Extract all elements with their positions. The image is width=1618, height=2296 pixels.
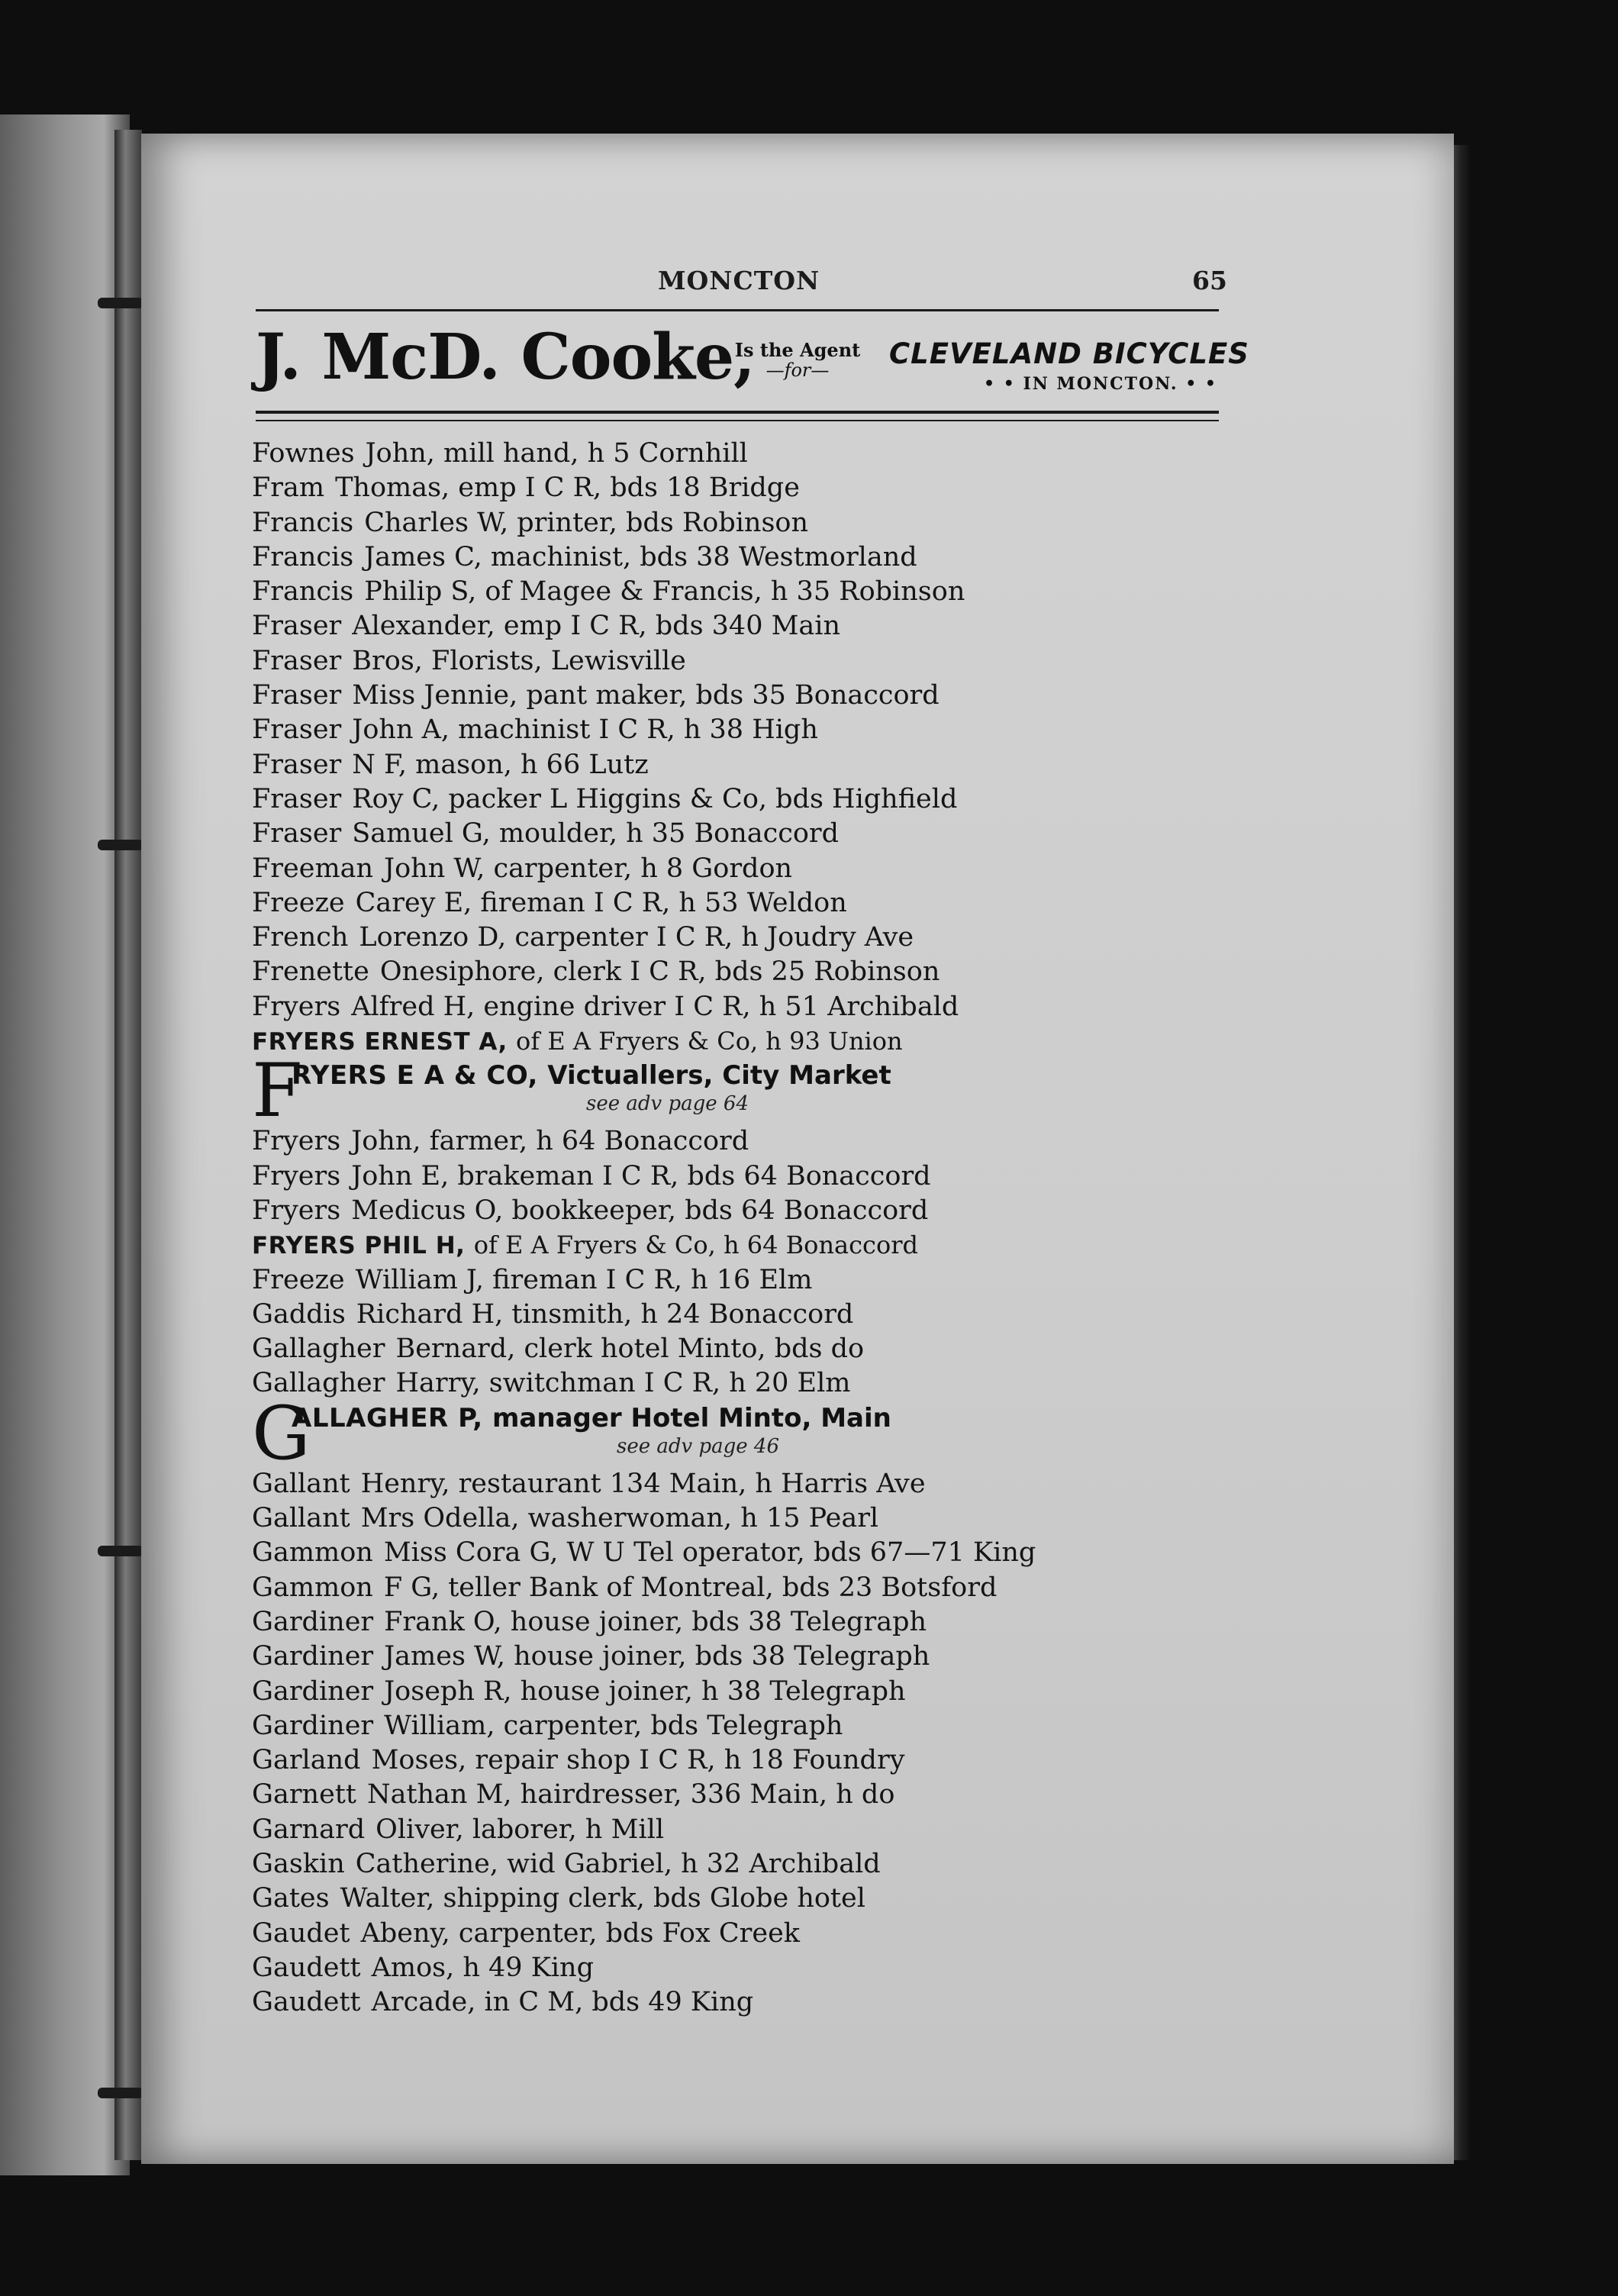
entry-surname: Gaudet (252, 1917, 350, 1949)
entry-group (252, 1263, 1244, 1401)
entry-surname: Gallagher (252, 1368, 385, 1399)
entry-details: William, carpenter, bds Telegraph (384, 1710, 843, 1741)
entry-details: John, mill hand, h 5 Cornhill (365, 438, 748, 469)
entry-details: Alfred H, engine driver I C R, h 51 Archibald (351, 991, 959, 1022)
directory-entry (252, 1536, 1244, 1570)
entry-surname: Gaudett (252, 1952, 361, 1983)
directory-entry (252, 471, 1244, 505)
entry-surname: Gardiner (252, 1606, 374, 1637)
entry-details: John E, brakeman I C R, bds 64 Bonaccord (351, 1160, 931, 1192)
entry-surname: Gardiner (252, 1710, 374, 1741)
featured-rest: Victuallers, City Market (547, 1060, 891, 1092)
entry-details: William J, fireman I C R, h 16 Elm (355, 1264, 813, 1295)
entry-surname: Fraser (252, 645, 342, 676)
entry-details: John, farmer, h 64 Bonaccord (351, 1126, 749, 1157)
book-spine (114, 130, 142, 2160)
directory-entry (252, 1917, 1244, 1951)
entry-surname: Gardiner (252, 1675, 374, 1707)
entry-details: Abeny, carpenter, bds Fox Creek (360, 1917, 800, 1949)
directory-entry (252, 1640, 1244, 1674)
advertiser-name: J. McD. Cooke, (256, 321, 755, 394)
entry-surname: Fownes (252, 438, 355, 469)
entry-surname: Gardiner (252, 1641, 374, 1672)
entry-details: Lorenzo D, carpenter I C R, h Joudry Ave (359, 922, 914, 953)
directory-entry (252, 1985, 1244, 2020)
entry-details: John A, machinist I C R, h 38 High (352, 714, 818, 746)
facing-page-edge (0, 114, 130, 2175)
entry-details: Frank O, house joiner, bds 38 Telegraph (384, 1606, 927, 1637)
entry-details: Alexander, emp I C R, bds 340 Main (352, 611, 841, 642)
featured-entry (252, 1048, 1244, 1134)
directory-entry (252, 1366, 1244, 1401)
entry-surname: Garnett (252, 1779, 356, 1811)
entry-details: Walter, shipping clerk, bds Globe hotel (340, 1883, 865, 1914)
directory-entry (252, 1194, 1244, 1228)
entry-details: Nathan M, hairdresser, 336 Main, h do (366, 1779, 895, 1811)
agent-for-line: —for— (765, 360, 830, 381)
entry-surname: Gammon (252, 1537, 373, 1569)
entry-details: Harry, switchman I C R, h 20 Elm (395, 1368, 851, 1399)
entry-surname: Francis (252, 576, 354, 608)
directory-entry (252, 1124, 1244, 1159)
directory-entry (252, 1675, 1244, 1709)
directory-entry (252, 506, 1244, 540)
directory-entry (252, 437, 1244, 471)
entry-details: Medicus O, bookkeeper, bds 64 Bonaccord (351, 1195, 929, 1226)
entry-rest: of E A Fryers & Co, h 93 Union (516, 1027, 903, 1056)
ad-brand: CLEVELAND BICYCLES (889, 337, 1249, 370)
directory-entry (252, 748, 1244, 782)
entry-surname: Gammon (252, 1572, 373, 1603)
binding-stitch (98, 840, 143, 850)
entry-surname: Gallagher (252, 1333, 385, 1365)
entry-details: Miss Jennie, pant maker, bds 35 Bonaccord (352, 680, 940, 711)
directory-entry (252, 1501, 1244, 1536)
directory-entry (252, 644, 1244, 679)
running-head (0, 266, 1618, 296)
entry-details: Richard H, tinsmith, h 24 Bonaccord (356, 1298, 854, 1330)
binding-stitch (98, 2088, 143, 2098)
bold-entry (252, 1228, 1244, 1262)
see-adv-note: see adv page 64 (586, 1092, 749, 1116)
entry-group (252, 437, 1244, 1024)
entry-group (252, 1124, 1244, 1228)
entry-details: Roy C, packer L Higgins & Co, bds Highfield (352, 783, 958, 814)
entry-details: Carey E, fireman I C R, h 53 Weldon (355, 887, 847, 918)
directory-entry (252, 540, 1244, 575)
entry-surname: Gaskin (252, 1848, 345, 1879)
entry-surname: Frenette (252, 956, 369, 988)
entry-surname: Gallant (252, 1468, 350, 1499)
entry-surname: Fraser (252, 680, 342, 711)
directory-entry (252, 679, 1244, 713)
entry-details: N F, mason, h 66 Lutz (352, 749, 649, 780)
advertisement-banner (256, 319, 1249, 403)
directory-entry (252, 609, 1244, 643)
directory-listing (252, 437, 1244, 2020)
entry-surname: Fraser (252, 818, 342, 850)
directory-entry (252, 1813, 1244, 1847)
entry-surname: Gaddis (252, 1298, 346, 1330)
directory-entry (252, 1467, 1244, 1501)
featured-name: ALLAGHER P, (292, 1402, 483, 1433)
directory-entry (252, 1332, 1244, 1366)
entry-details: Samuel G, moulder, h 35 Bonaccord (352, 818, 840, 850)
directory-entry (252, 921, 1244, 955)
entry-details: Bernard, clerk hotel Minto, bds do (395, 1333, 865, 1365)
entry-surname: Garnard (252, 1814, 366, 1845)
agent-line: Is the Agent (734, 339, 861, 361)
running-title: MONCTON (658, 266, 820, 295)
entry-details: Onesiphore, clerk I C R, bds 25 Robinson (379, 956, 940, 988)
entry-surname: Fraser (252, 611, 342, 642)
entry-surname: Freeze (252, 1264, 345, 1295)
entry-surname: Fraser (252, 783, 342, 814)
entry-surname: Gallant (252, 1503, 350, 1534)
entry-surname: Fraser (252, 714, 342, 746)
featured-entry (252, 1390, 1244, 1476)
entry-surname: Fryers (252, 1195, 341, 1226)
entry-surname: Fryers (252, 1160, 341, 1192)
binding-stitch (98, 1546, 143, 1556)
ad-location: • • IN MONCTON. • • (984, 374, 1217, 394)
directory-entry (252, 1882, 1244, 1916)
ad-bottom-rule-thin (256, 420, 1219, 421)
directory-entry (252, 1605, 1244, 1640)
directory-entry (252, 782, 1244, 817)
ad-top-rule (256, 309, 1219, 311)
directory-entry (252, 1571, 1244, 1605)
entry-details: Thomas, emp I C R, bds 18 Bridge (335, 472, 800, 504)
bold-entry (252, 1024, 1244, 1059)
directory-entry (252, 575, 1244, 609)
entry-details: Mrs Odella, washerwoman, h 15 Pearl (360, 1503, 879, 1534)
entry-surname: Fryers (252, 1126, 341, 1157)
directory-entry (252, 1847, 1244, 1882)
entry-group (252, 1467, 1244, 2020)
directory-entry (252, 1778, 1244, 1812)
binding-stitch (98, 298, 143, 308)
entry-details: Joseph R, house joiner, h 38 Telegraph (384, 1675, 906, 1707)
entry-bold-name: FRYERS PHIL H, (252, 1232, 466, 1260)
directory-entry (252, 1743, 1244, 1778)
directory-entry (252, 886, 1244, 921)
entry-surname: Francis (252, 541, 354, 572)
see-adv-note: see adv page 46 (617, 1434, 780, 1458)
page-number: 65 (1192, 266, 1227, 295)
entry-details: F G, teller Bank of Montreal, bds 23 Botsford (383, 1572, 998, 1603)
directory-entry (252, 1263, 1244, 1298)
entry-details: Bros, Florists, Lewisville (352, 645, 686, 676)
directory-entry (252, 1951, 1244, 1985)
directory-entry (252, 955, 1244, 989)
entry-details: Henry, restaurant 134 Main, h Harris Ave (360, 1468, 926, 1499)
entry-surname: Fraser (252, 749, 342, 780)
entry-details: Arcade, in C M, bds 49 King (371, 1987, 754, 2018)
ad-bottom-rule (256, 411, 1219, 414)
entry-details: Amos, h 49 King (371, 1952, 594, 1983)
entry-surname: Francis (252, 507, 354, 538)
drop-cap: G (252, 1390, 311, 1476)
directory-entry (252, 852, 1244, 886)
entry-surname: Fryers (252, 991, 341, 1022)
entry-details: Philip S, of Magee & Francis, h 35 Robinson (364, 576, 965, 608)
entry-surname: Freeman (252, 853, 374, 884)
featured-name: RYERS E A & CO, (292, 1060, 538, 1092)
entry-details: Charles W, printer, bds Robinson (364, 507, 809, 538)
featured-text (292, 1060, 891, 1091)
directory-entry (252, 1298, 1244, 1332)
entry-bold-name: FRYERS ERNEST A, (252, 1028, 508, 1056)
entry-details: Oliver, laborer, h Mill (375, 1814, 665, 1845)
entry-surname: Fram (252, 472, 325, 504)
entry-surname: Gaudett (252, 1987, 361, 2018)
entry-details: Miss Cora G, W U Tel operator, bds 67—71 King (383, 1537, 1036, 1569)
featured-text (292, 1403, 891, 1433)
directory-entry (252, 713, 1244, 747)
entry-details: Catherine, wid Gabriel, h 32 Archibald (355, 1848, 881, 1879)
entry-details: Moses, repair shop I C R, h 18 Foundry (371, 1745, 905, 1776)
entry-rest: of E A Fryers & Co, h 64 Bonaccord (473, 1230, 919, 1260)
entry-surname: Garland (252, 1745, 361, 1776)
entry-surname: French (252, 922, 349, 953)
entry-surname: Gates (252, 1883, 330, 1914)
entry-details: James C, machinist, bds 38 Westmorland (364, 541, 917, 572)
entry-surname: Freeze (252, 887, 345, 918)
agent-text (717, 340, 878, 380)
directory-entry (252, 1159, 1244, 1194)
drop-cap: F (252, 1048, 303, 1134)
featured-rest: manager Hotel Minto, Main (492, 1402, 891, 1433)
entry-details: James W, house joiner, bds 38 Telegraph (384, 1641, 930, 1672)
entry-details: John W, carpenter, h 8 Gordon (384, 853, 793, 884)
directory-entry (252, 817, 1244, 851)
directory-entry (252, 990, 1244, 1024)
directory-entry (252, 1709, 1244, 1743)
